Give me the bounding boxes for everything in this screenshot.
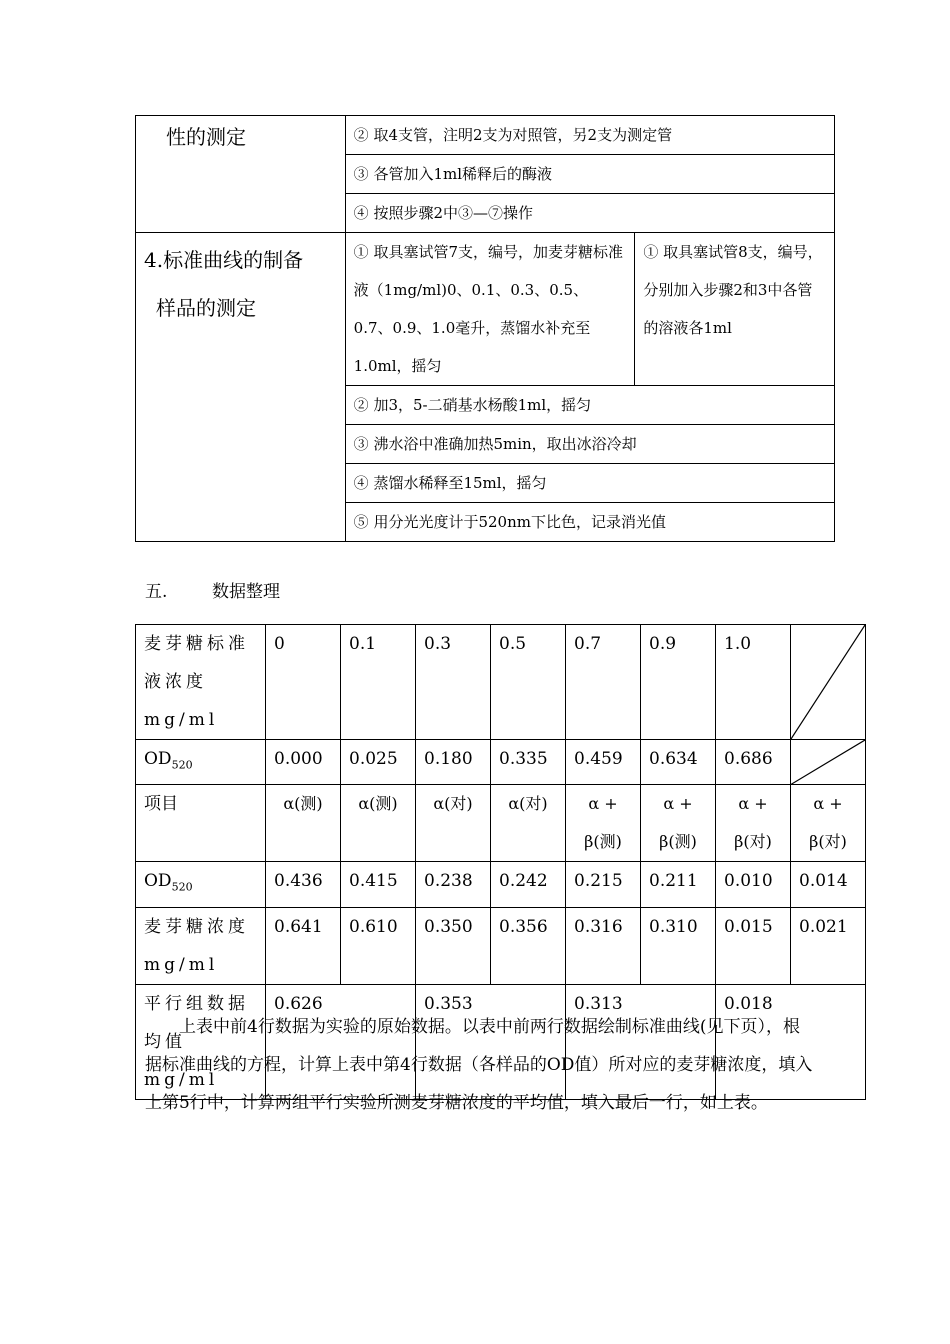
table-cell: 0.215 — [566, 862, 641, 907]
table-cell: 0.310 — [641, 907, 716, 984]
empty-diagonal-cell — [791, 625, 866, 740]
row-header: 平行组数据均值 mg/ml — [136, 984, 266, 1099]
table-cell: 0.180 — [416, 740, 491, 785]
section-heading — [145, 577, 280, 602]
category-label: 4.标准曲线的制备 — [144, 248, 304, 272]
paragraph-text: 上表中前4行数据为实验的原始数据。以表中前两行数据绘制标准曲线(见下页），根据标准曲线的方程，计算上表中第4行数据（各样品的OD值）所对应的麦芽糖浓度，填入上第5行中，计算两组平行实验所测麦芽糖浓度的平均值，填入最后一行，如上表。 — [145, 1017, 813, 1113]
row-header: $OD_{520}$ — [136, 740, 266, 785]
table-cell: 0.5 — [491, 625, 566, 740]
table-cell: 0.353 — [416, 984, 566, 1099]
table-cell: 0 — [266, 625, 341, 740]
table-row — [136, 907, 866, 984]
step-cell: ④ 按照步骤2中③—⑦操作 — [345, 194, 834, 233]
table-cell: 0.1 — [341, 625, 416, 740]
table-cell: 0.415 — [341, 862, 416, 907]
table-cell: 0.686 — [716, 740, 791, 785]
diagonal-line — [791, 740, 865, 784]
table-cell: α + β(对) — [716, 785, 791, 862]
procedure-table — [135, 115, 835, 542]
table-cell: 0.9 — [641, 625, 716, 740]
table-cell: α + β(测) — [566, 785, 641, 862]
table-cell: α + β(对) — [791, 785, 866, 862]
table-cell: 0.7 — [566, 625, 641, 740]
empty-diagonal-cell — [791, 740, 866, 785]
table-cell: α(对) — [416, 785, 491, 862]
table-row — [136, 625, 866, 740]
table-cell: α(测) — [266, 785, 341, 862]
step-cell: ⑤ 用分光光度计于520nm下比色，记录消光值 — [345, 503, 834, 542]
table-cell: 0.610 — [341, 907, 416, 984]
table-cell: 0.350 — [416, 907, 491, 984]
category-cell — [136, 116, 346, 233]
table-cell: 0.641 — [266, 907, 341, 984]
step-cell: ② 加3，5-二硝基水杨酸1ml，摇匀 — [345, 386, 834, 425]
table-cell: 0.459 — [566, 740, 641, 785]
row-header: 麦芽糖标准液浓度 mg/ml — [136, 625, 266, 740]
table-cell: 0.335 — [491, 740, 566, 785]
table-cell: 0.436 — [266, 862, 341, 907]
step-cell: ③ 沸水浴中准确加热5min，取出冰浴冷却 — [345, 425, 834, 464]
row-header: 项目 — [136, 785, 266, 862]
table-cell: α + β(测) — [641, 785, 716, 862]
explanation-paragraph — [145, 1008, 815, 1122]
row-header: $OD_{520}$ — [136, 862, 266, 907]
table-cell: 0.018 — [716, 984, 866, 1099]
table-cell: 0.000 — [266, 740, 341, 785]
table-cell: α(对) — [491, 785, 566, 862]
category-label: 样品的测定 — [156, 296, 256, 320]
row-header: 麦芽糖浓度 mg/ml — [136, 907, 266, 984]
diagonal-line — [791, 625, 865, 739]
table-cell: α(测) — [341, 785, 416, 862]
table-cell: 1.0 — [716, 625, 791, 740]
table-cell: 0.634 — [641, 740, 716, 785]
table-cell: 0.242 — [491, 862, 566, 907]
table-cell: 0.316 — [566, 907, 641, 984]
table-cell: 0.021 — [791, 907, 866, 984]
step-cell: ④ 蒸馏水稀释至15ml，摇匀 — [345, 464, 834, 503]
step-cell: ② 取4支管，注明2支为对照管，另2支为测定管 — [345, 116, 834, 155]
step-cell-sample: ① 取具塞试管8支，编号，分别加入步骤2和3中各管的溶液各1ml — [635, 233, 835, 386]
table-cell: 0.025 — [341, 740, 416, 785]
table-cell: 0.238 — [416, 862, 491, 907]
table-cell: 0.015 — [716, 907, 791, 984]
section-title: 数据整理 — [212, 582, 280, 602]
category-label: 性的测定 — [166, 125, 246, 149]
table-cell: 0.313 — [566, 984, 716, 1099]
section-number: 五. — [145, 582, 168, 602]
table-row — [136, 862, 866, 907]
table-cell: 0.014 — [791, 862, 866, 907]
table-cell: 0.3 — [416, 625, 491, 740]
step-cell-standard: ① 取具塞试管7支，编号，加麦芽糖标准液（1mg/ml)0、0.1、0.3、0.5、0.7、0.9、1.0毫升，蒸馏水补充至1.0ml，摇匀 — [345, 233, 635, 386]
table-cell: 0.626 — [266, 984, 416, 1099]
table-cell: 0.211 — [641, 862, 716, 907]
table-cell: 0.010 — [716, 862, 791, 907]
table-row — [136, 785, 866, 862]
step-cell: ③ 各管加入1ml稀释后的酶液 — [345, 155, 834, 194]
table-cell: 0.356 — [491, 907, 566, 984]
category-cell — [136, 233, 346, 542]
table-row — [136, 740, 866, 785]
